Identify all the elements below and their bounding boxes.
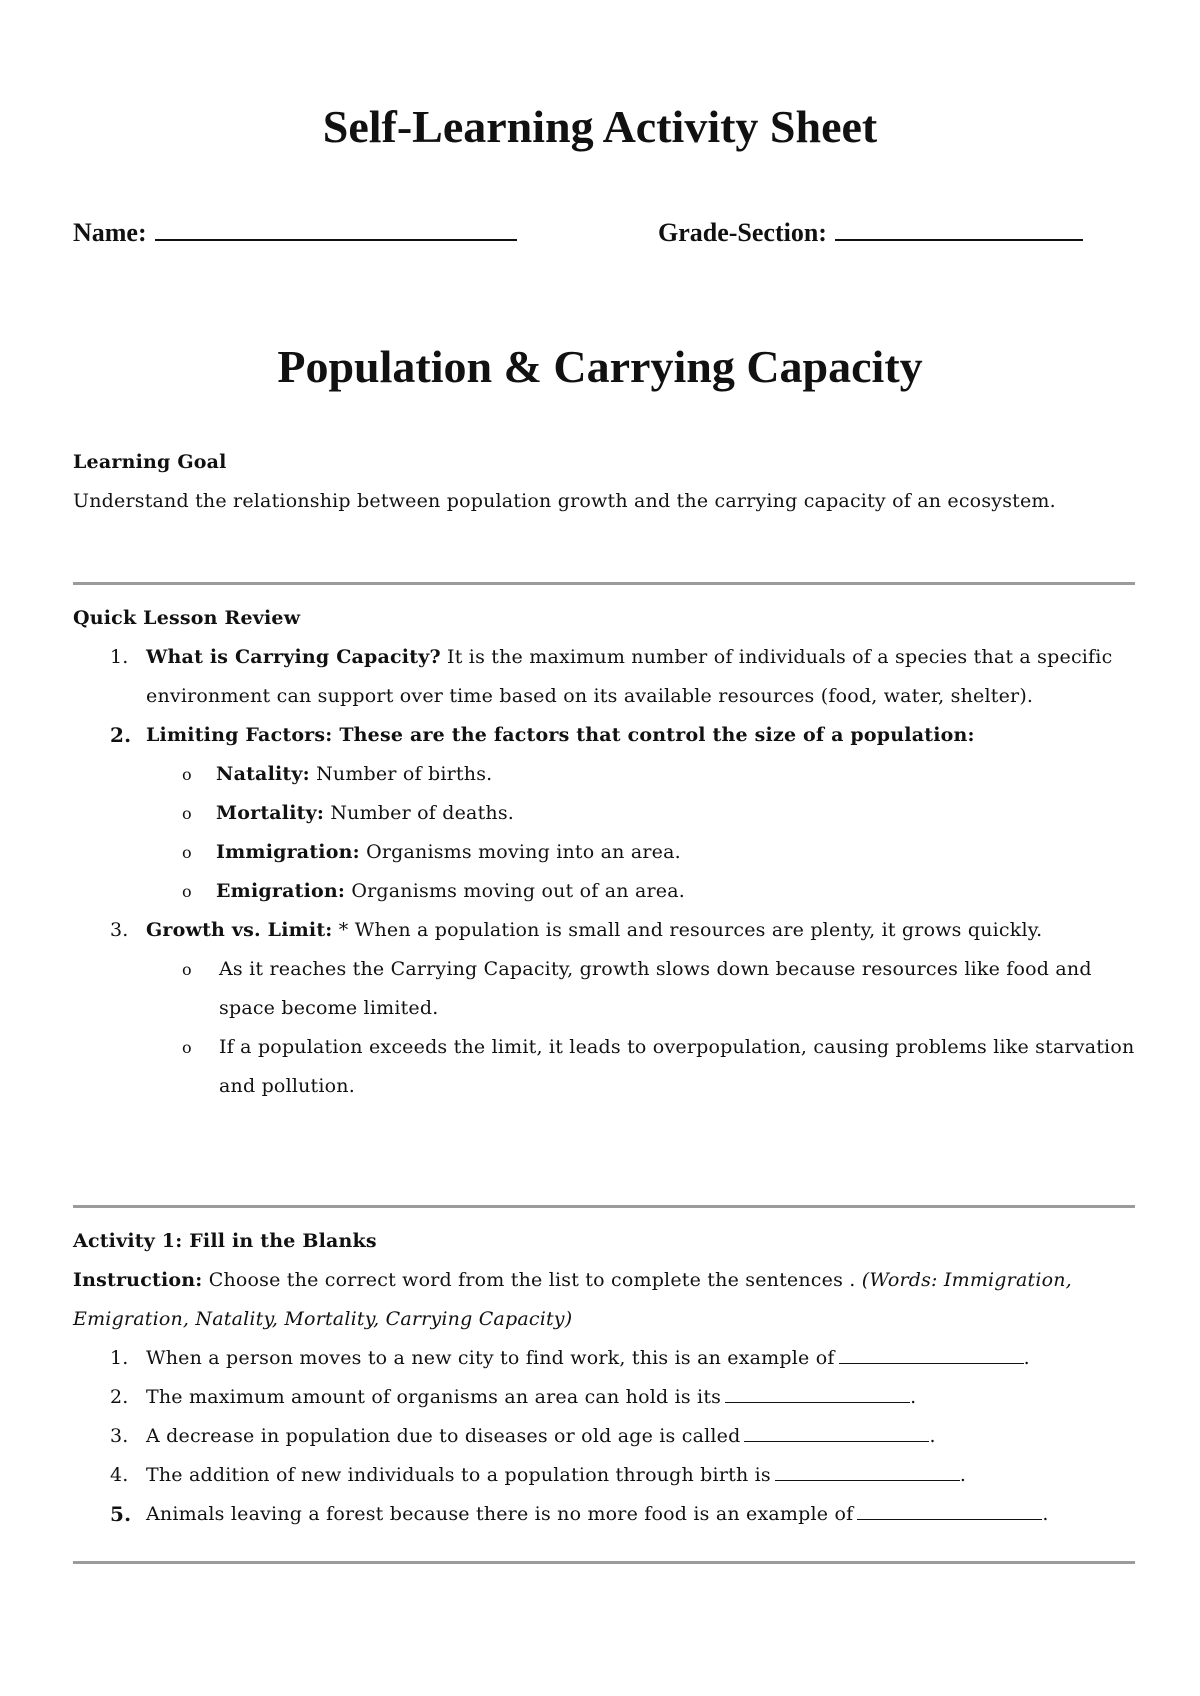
factor-text: Number of births. [309, 763, 493, 785]
list-marker: 2. [110, 1386, 129, 1408]
bullet-icon: o [182, 960, 192, 979]
answer-blank[interactable] [839, 1341, 1024, 1364]
sub-list-item [73, 794, 1135, 833]
growth-note-text: If a population exceeds the limit, it leads to overpopulation, causing problems like starvation and pollution. [219, 1036, 1135, 1097]
sub-list-item [73, 872, 1135, 911]
sub-list-item [73, 755, 1135, 794]
grade-section-field [658, 218, 1083, 248]
fill-blank-item [73, 1495, 1135, 1534]
activity-section [73, 1222, 1135, 1534]
fill-blank-item [73, 1417, 1135, 1456]
sub-list-item [73, 1028, 1135, 1106]
bullet-icon: o [182, 804, 192, 823]
sub-list-item [73, 950, 1135, 1028]
name-blank-line[interactable] [155, 219, 517, 241]
list-marker: 5. [110, 1502, 132, 1526]
factor-term: Mortality: [216, 802, 325, 824]
grade-section-label: Grade-Section: [658, 218, 827, 247]
review-item-text: * When a population is small and resources are plenty, it grows quickly. [332, 919, 1043, 941]
factor-term: Immigration: [216, 841, 360, 863]
answer-blank[interactable] [744, 1419, 929, 1442]
grade-section-blank-line[interactable] [835, 219, 1083, 241]
factor-text: Organisms moving into an area. [359, 841, 681, 863]
question-end: . [1023, 1347, 1030, 1369]
list-marker: 1. [110, 646, 129, 668]
review-item-term: Limiting Factors: These are the factors that control the size of a population: [146, 724, 975, 746]
list-marker: 3. [110, 919, 129, 941]
review-item [73, 716, 1135, 911]
bullet-icon: o [182, 882, 192, 901]
fill-blank-list [73, 1339, 1135, 1534]
review-list [73, 638, 1135, 1106]
question-text: The maximum amount of organisms an area can hold is its [146, 1386, 722, 1408]
word-bank: (Words: Immigration, Emigration, Natality, Mortality, Carrying Capacity) [73, 1269, 1072, 1330]
learning-goal-text: Understand the relationship between population growth and the carrying capacity of an ecosystem. [73, 490, 1056, 512]
bullet-icon: o [182, 1038, 192, 1057]
review-item [73, 911, 1135, 1106]
bullet-icon: o [182, 843, 192, 862]
instruction-text: Choose the correct word from the list to complete the sentences . [202, 1269, 862, 1291]
question-end: . [929, 1425, 936, 1447]
list-marker: 3. [110, 1425, 129, 1447]
section-divider [73, 1205, 1135, 1208]
sheet-title: Self-Learning Activity Sheet [322, 101, 878, 152]
activity-heading: Activity 1: Fill in the Blanks [73, 1230, 377, 1252]
question-text: When a person moves to a new city to find work, this is an example of [146, 1347, 835, 1369]
question-end: . [959, 1464, 967, 1486]
factor-term: Natality: [216, 763, 310, 785]
activity-instruction [73, 1261, 1135, 1339]
fill-blank-item [73, 1456, 1135, 1495]
review-item [73, 638, 1135, 716]
question-text: The addition of new individuals to a population through birth is [146, 1464, 771, 1486]
factor-text: Organisms moving out of an area. [345, 880, 685, 902]
section-divider [73, 582, 1135, 585]
lesson-review-heading: Quick Lesson Review [73, 607, 301, 629]
section-divider [73, 1561, 1135, 1564]
review-item-term: Growth vs. Limit: [146, 919, 333, 941]
growth-note-text: As it reaches the Carrying Capacity, growth slows down because resources like food and space become limited. [219, 958, 1092, 1019]
review-item-text: It is the maximum number of individuals of a species that a specific environment can support over time based on its available resources (food, water, shelter). [146, 646, 1113, 707]
fill-blank-item [73, 1378, 1135, 1417]
question-text: Animals leaving a forest because there is no more food is an example of [146, 1503, 854, 1525]
factor-term: Emigration: [216, 880, 346, 902]
list-marker: 4. [110, 1464, 129, 1486]
list-marker: 2. [110, 723, 132, 747]
factor-text: Number of deaths. [324, 802, 515, 824]
name-label: Name: [73, 218, 147, 247]
question-end: . [1042, 1503, 1049, 1525]
answer-blank[interactable] [857, 1497, 1042, 1520]
lesson-review-section [73, 599, 1135, 1106]
instruction-label: Instruction: [73, 1269, 203, 1291]
list-marker: 1. [110, 1347, 129, 1369]
bullet-icon: o [182, 765, 192, 784]
topic-title: Population & Carrying Capacity [277, 341, 923, 392]
answer-blank[interactable] [725, 1380, 910, 1403]
answer-blank[interactable] [775, 1458, 960, 1481]
limiting-factors-list [73, 755, 1135, 911]
sub-list-item [73, 833, 1135, 872]
growth-notes-list [73, 950, 1135, 1106]
learning-goal-heading: Learning Goal [73, 451, 227, 473]
question-end: . [910, 1386, 917, 1408]
fill-blank-item [73, 1339, 1135, 1378]
name-field [73, 218, 517, 248]
question-text: A decrease in population due to diseases or old age is called [146, 1425, 741, 1447]
learning-goal-section [73, 443, 1135, 521]
review-item-term: What is Carrying Capacity? [146, 646, 441, 668]
